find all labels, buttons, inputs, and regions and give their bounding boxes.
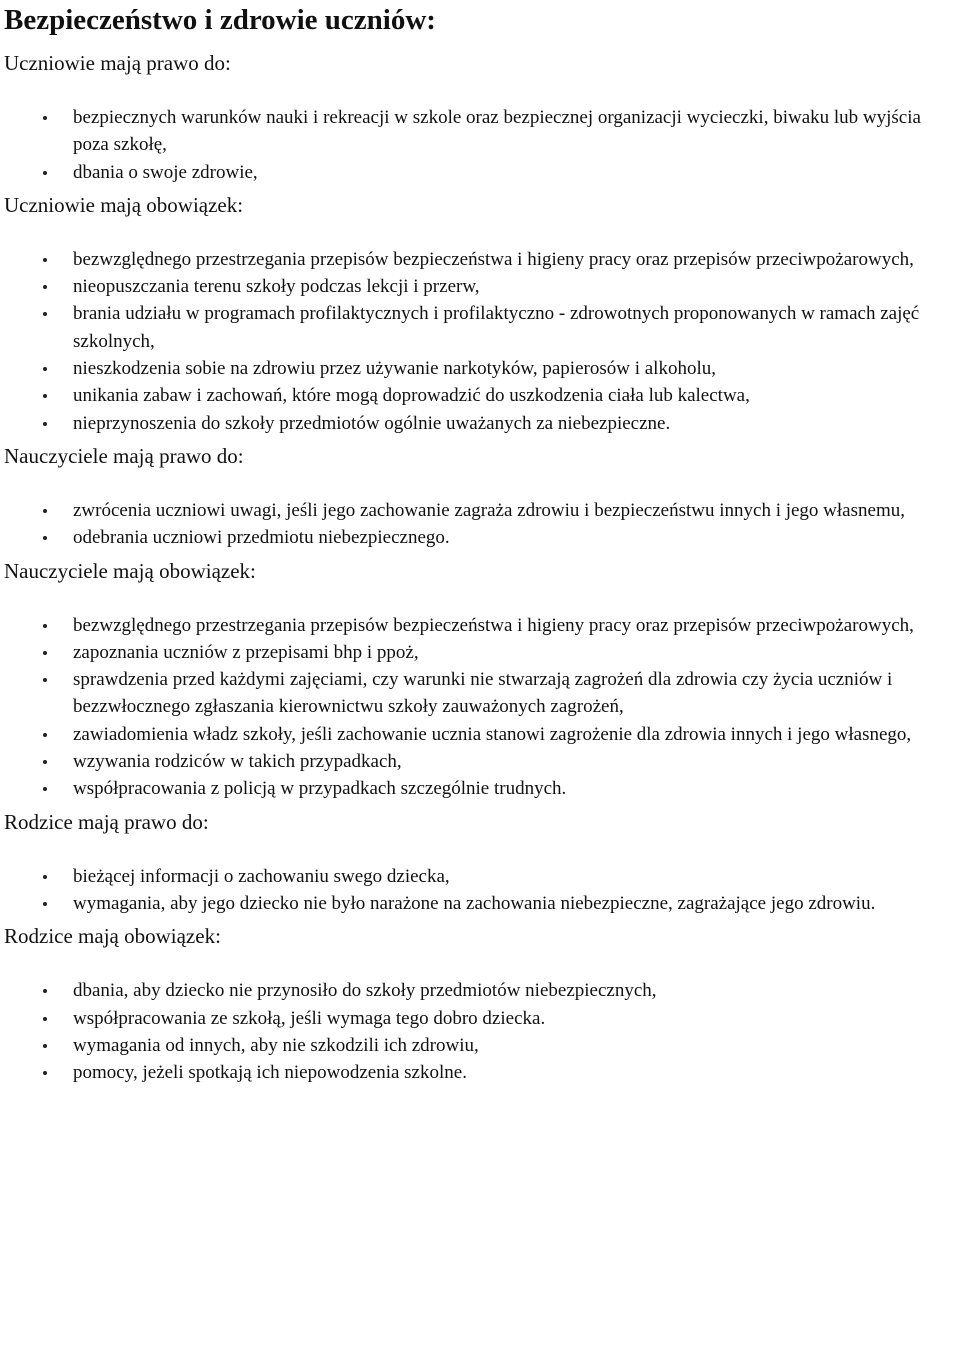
section-heading: Rodzice mają prawo do: (4, 809, 209, 834)
section (4, 49, 960, 191)
bullet-icon (43, 678, 47, 682)
list-item (4, 497, 960, 524)
list-item-text: bezwzględnego przestrzegania przepisów bezpieczeństwa i higieny pracy oraz przepisów przeciwpożarowych, (73, 248, 914, 270)
list-item (4, 273, 960, 300)
list-item-text: unikania zabaw i zachowań, które mogą doprowadzić do uszkodzenia ciała lub kalectwa, (73, 385, 750, 407)
section-heading: Rodzice mają obowiązek: (4, 924, 221, 949)
list-item (4, 721, 960, 748)
section-heading: Uczniowie mają obowiązek: (4, 192, 244, 217)
bullet-icon (43, 624, 47, 628)
list-item-text: pomocy, jeżeli spotkają ich niepowodzenia szkolne. (73, 1062, 467, 1084)
list-item (4, 159, 960, 186)
list-item (4, 890, 960, 917)
list-item (4, 1059, 960, 1086)
list-item-text: zawiadomienia władz szkoły, jeśli zachowanie ucznia stanowi zagrożenie dla zdrowia innych i jego własnego, (73, 723, 912, 745)
list-item (4, 639, 960, 666)
section (4, 922, 960, 1091)
bullet-list (4, 612, 960, 803)
list-item (4, 748, 960, 775)
bullet-icon (43, 1017, 47, 1021)
list-item (4, 300, 960, 355)
section-heading: Nauczyciele mają prawo do: (4, 443, 244, 468)
list-item (4, 382, 960, 409)
section-heading: Nauczyciele mają obowiązek: (4, 558, 256, 583)
list-item-text: wymagania od innych, aby nie szkodzili ich zdrowiu, (73, 1034, 479, 1056)
section (4, 442, 960, 557)
section (4, 191, 960, 442)
bullet-icon (43, 509, 47, 513)
bullet-icon (43, 394, 47, 398)
bullet-icon (43, 312, 47, 316)
list-item (4, 524, 960, 551)
document (4, 0, 960, 1091)
list-item-text: współpracowania ze szkołą, jeśli wymaga tego dobro dziecka. (73, 1007, 546, 1029)
list-item-text: brania udziału w programach profilaktycznych i profilaktyczno - zdrowotnych proponowanych w ramach zajęć szkolnych, (73, 303, 920, 352)
bullet-list (4, 977, 960, 1086)
list-item-text: sprawdzenia przed każdymi zajęciami, czy warunki nie stwarzają zagrożeń dla zdrowia czy życia uczniów i bezzwłocznego zgłaszania kierownictwu szkoły zauważonych zagrożeń, (73, 669, 893, 718)
bullet-list (4, 497, 960, 552)
list-item-text: nieprzynoszenia do szkoły przedmiotów ogólnie uważanych za niebezpieczne. (73, 412, 671, 434)
section (4, 808, 960, 923)
list-item-text: nieszkodzenia sobie na zdrowiu przez używanie narkotyków, papierosów i alkoholu, (73, 358, 716, 380)
list-item-text: zapoznania uczniów z przepisami bhp i ppoż, (73, 641, 419, 663)
list-item (4, 355, 960, 382)
list-item (4, 863, 960, 890)
list-item-text: nieopuszczania terenu szkoły podczas lekcji i przerw, (73, 276, 480, 298)
list-item-text: odebrania uczniowi przedmiotu niebezpiecznego. (73, 527, 450, 549)
bullet-icon (43, 116, 47, 120)
section (4, 557, 960, 808)
list-item-text: współpracowania z policją w przypadkach szczególnie trudnych. (73, 778, 567, 800)
bullet-icon (43, 760, 47, 764)
list-item (4, 410, 960, 437)
list-item-text: zwrócenia uczniowi uwagi, jeśli jego zachowanie zagraża zdrowiu i bezpieczeństwu innych i jego własnemu, (73, 499, 905, 521)
sections-container (4, 49, 960, 1091)
bullet-list (4, 104, 960, 186)
list-item-text: dbania, aby dziecko nie przynosiło do szkoły przedmiotów niebezpiecznych, (73, 980, 657, 1002)
bullet-list (4, 863, 960, 918)
list-item (4, 977, 960, 1004)
bullet-icon (43, 171, 47, 175)
list-item-text: bezpiecznych warunków nauki i rekreacji w szkole oraz bezpiecznej organizacji wycieczki, biwaku lub wyjścia poza szkołę, (73, 107, 921, 156)
list-item-text: wymagania, aby jego dziecko nie było narażone na zachowania niebezpieczne, zagrażające jego zdrowiu. (73, 892, 876, 914)
list-item-text: dbania o swoje zdrowie, (73, 161, 258, 183)
bullet-icon (43, 651, 47, 655)
list-item (4, 246, 960, 273)
list-item-text: wzywania rodziców w takich przypadkach, (73, 751, 402, 773)
list-item-text: bezwzględnego przestrzegania przepisów bezpieczeństwa i higieny pracy oraz przepisów przeciwpożarowych, (73, 614, 914, 636)
bullet-icon (43, 733, 47, 737)
bullet-icon (43, 875, 47, 879)
bullet-icon (43, 285, 47, 289)
list-item (4, 666, 960, 721)
bullet-icon (43, 258, 47, 262)
bullet-icon (43, 422, 47, 426)
bullet-icon (43, 1071, 47, 1075)
list-item (4, 104, 960, 159)
document-title: Bezpieczeństwo i zdrowie uczniów: (4, 4, 436, 36)
list-item (4, 775, 960, 802)
section-heading: Uczniowie mają prawo do: (4, 51, 231, 75)
bullet-icon (43, 1044, 47, 1048)
bullet-list (4, 246, 960, 437)
list-item (4, 612, 960, 639)
bullet-icon (43, 536, 47, 540)
bullet-icon (43, 367, 47, 371)
list-item (4, 1005, 960, 1032)
list-item (4, 1032, 960, 1059)
bullet-icon (43, 989, 47, 993)
list-item-text: bieżącej informacji o zachowaniu swego dziecka, (73, 865, 450, 887)
bullet-icon (43, 787, 47, 791)
bullet-icon (43, 902, 47, 906)
